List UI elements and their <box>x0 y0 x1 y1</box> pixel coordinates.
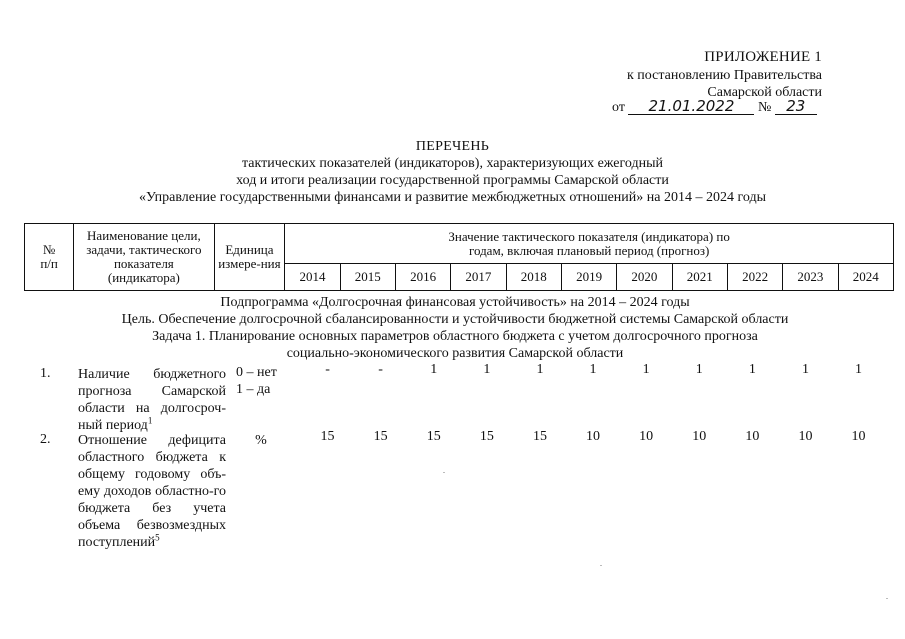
row-1-value: - <box>378 362 383 377</box>
year-header: 2016 <box>395 264 450 291</box>
row-2-value: 10 <box>798 429 813 444</box>
row-2-value: 15 <box>532 429 547 444</box>
year-header: 2018 <box>506 264 561 291</box>
row-1-value: 1 <box>430 362 438 377</box>
col-number-header <box>25 224 74 291</box>
row-2-name-text: Отношение дефицита областного бюджета к общему годовому объ-ему доходов областно-го бюджета без учета объема безвозмездных поступлений <box>78 433 226 550</box>
handwritten-number: 23 <box>775 99 817 115</box>
year-header: 2024 <box>838 264 893 291</box>
row-1-value: 1 <box>536 362 544 377</box>
row-2-unit <box>236 432 286 449</box>
year-header: 2019 <box>561 264 616 291</box>
row-2-value: 10 <box>586 429 601 444</box>
year-header: 2020 <box>617 264 672 291</box>
year-header: 2022 <box>727 264 782 291</box>
row-2-value: 10 <box>745 429 760 444</box>
year-header: 2023 <box>783 264 838 291</box>
date-prefix: от <box>612 100 625 115</box>
row-2-value: 10 <box>639 429 654 444</box>
row-1-number: 1. <box>40 366 51 381</box>
col-values-header: Значение тактического показателя (индикатора) по годам, включая плановый период (прогноз) <box>285 224 894 264</box>
subprogram-heading: Подпрограмма «Долгосрочная финансовая устойчивость» на 2014 – 2024 годы <box>220 295 690 310</box>
scan-speck <box>886 598 888 599</box>
row-1-value: 1 <box>801 362 809 377</box>
row-2-value: 15 <box>373 429 388 444</box>
row-2-footnote: 5 <box>155 532 160 543</box>
year-header: 2021 <box>672 264 727 291</box>
scan-speck <box>443 472 445 473</box>
row-1-footnote: 1 <box>147 415 153 426</box>
row-2-name <box>78 432 226 551</box>
goal-heading: Цель. Обеспечение долгосрочной сбалансированности и устойчивости бюджетной системы Самарской области <box>121 312 789 327</box>
year-header: 2017 <box>451 264 506 291</box>
row-1-value: 1 <box>695 362 703 377</box>
row-1-unit-line-1: 0 – нет <box>236 365 277 380</box>
row-1-unit <box>236 364 294 398</box>
row-2-unit-line-1: % <box>255 433 267 448</box>
handwritten-date: 21.01.2022 <box>628 99 754 115</box>
indicator-table-header <box>24 223 894 291</box>
row-2-value: 15 <box>320 429 335 444</box>
row-2-number: 2. <box>40 432 51 447</box>
row-1-value: 1 <box>855 362 863 377</box>
col-number-label: № п/п <box>40 242 58 271</box>
task-heading-line-1: Задача 1. Планирование основных параметров областного бюджета с учетом долгосрочного прогноза <box>152 329 758 344</box>
row-1-name <box>78 366 226 434</box>
row-1-value: 1 <box>589 362 597 377</box>
row-1-value: - <box>325 362 330 377</box>
title-line-1: тактических показателей (индикаторов), характеризующих ежегодный <box>241 156 664 171</box>
approval-line-1: к постановлению Правительства <box>626 68 822 83</box>
row-2-value: 15 <box>426 429 441 444</box>
title-line-3: «Управление государственными финансами и развитие межбюджетных отношений» на 2014 – 2024 годы <box>138 190 767 205</box>
approval-block <box>602 48 822 101</box>
approval-line-2: Самарской области <box>707 85 822 100</box>
row-1-value: 1 <box>748 362 756 377</box>
scan-speck <box>600 565 602 566</box>
appendix-title: ПРИЛОЖЕНИЕ 1 <box>704 49 822 65</box>
year-header: 2015 <box>340 264 395 291</box>
number-prefix: № <box>757 100 772 115</box>
row-2-value: 15 <box>479 429 494 444</box>
row-1-value: 1 <box>483 362 491 377</box>
col-unit-header: Единица измере-ния <box>214 224 285 291</box>
approval-date-line <box>612 99 817 116</box>
row-2-value: 10 <box>851 429 866 444</box>
col-name-header: Наименование цели, задачи, тактического показателя (индикатора) <box>74 224 214 291</box>
document-title <box>0 138 905 206</box>
task-heading-line-2: социально-экономического развития Самарской области <box>286 346 624 361</box>
title-line-2: ход и итоги реализации государственной программы Самарской области <box>236 173 669 188</box>
row-2-value: 10 <box>692 429 707 444</box>
row-1-unit-line-2: 1 – да <box>236 382 271 397</box>
title-heading: ПЕРЕЧЕНЬ <box>415 139 490 154</box>
year-header: 2014 <box>285 264 340 291</box>
row-1-value: 1 <box>642 362 650 377</box>
row-1-name-text: Наличие бюджетного прогноза Самарской области на долгосроч-ный период <box>78 367 226 433</box>
